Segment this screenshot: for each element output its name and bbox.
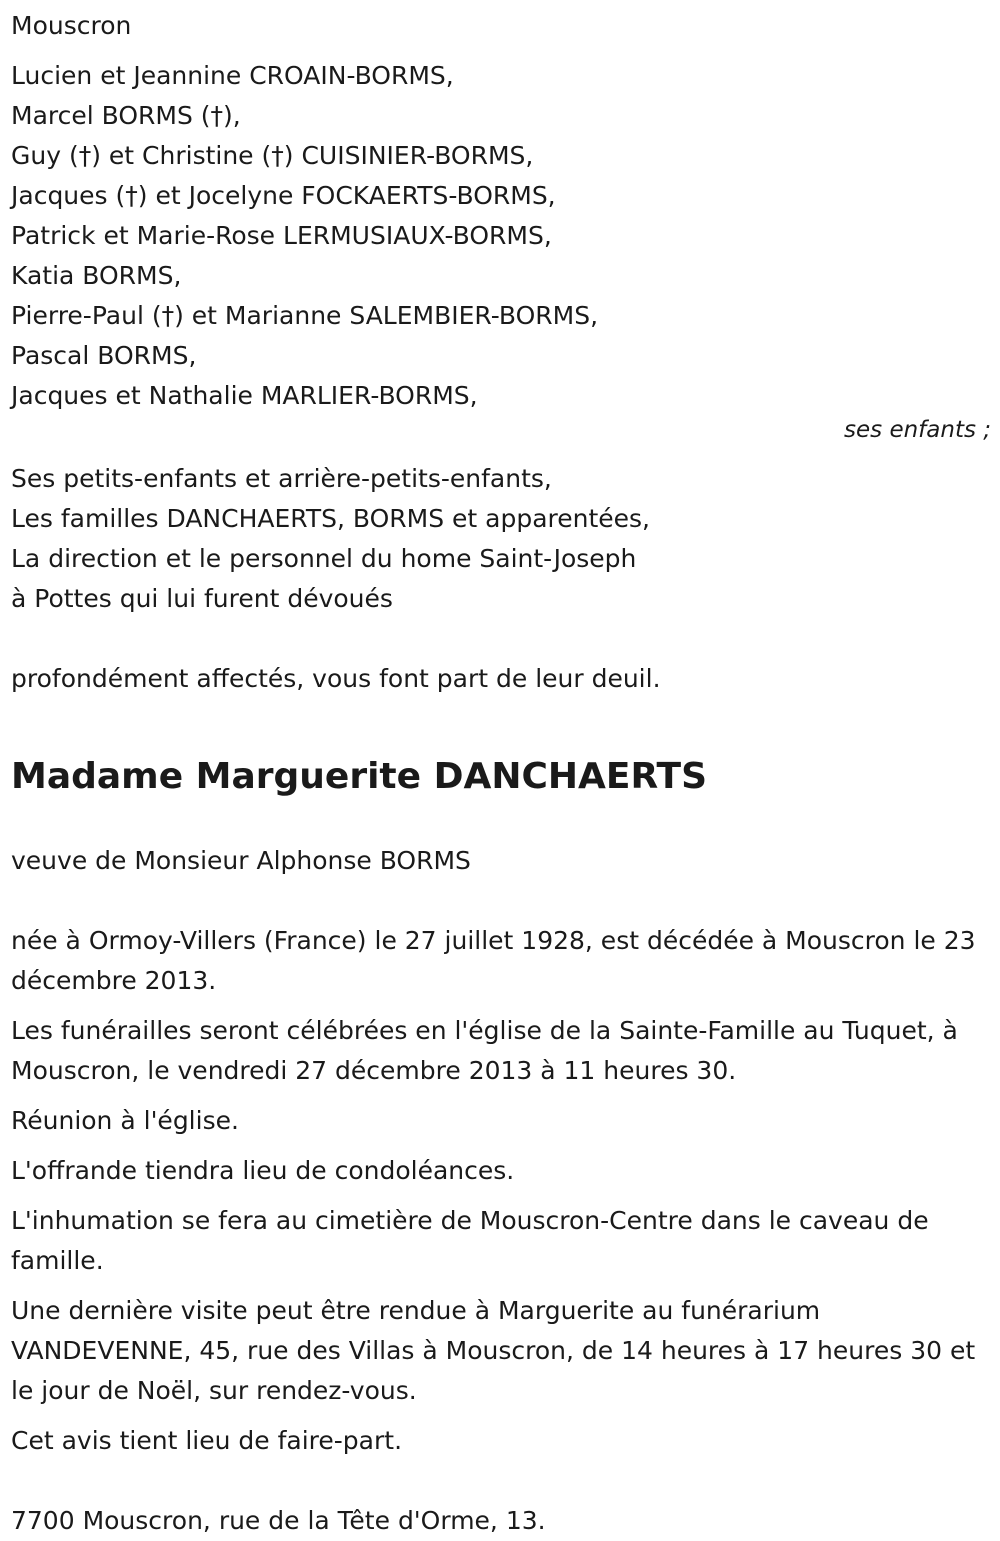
offering-info: L'offrande tiendra lieu de condoléances. [11, 1156, 515, 1185]
child-line: Jacques (†) et Jocelyne FOCKAERTS-BORMS, [11, 181, 556, 210]
deceased-name: Madame Marguerite DANCHAERTS [11, 756, 708, 797]
relatives-line: Ses petits-enfants et arrière-petits-enfants, [11, 464, 552, 493]
children-label: ses enfants ; [844, 417, 991, 443]
obituary-notice [11, 6, 991, 1541]
child-line: Patrick et Marie-Rose LERMUSIAUX-BORMS, [11, 221, 552, 250]
children-list [11, 56, 991, 416]
notice-info: Cet avis tient lieu de faire-part. [11, 1426, 403, 1455]
birth-death-info: née à Ormoy-Villers (France) le 27 juillet 1928, est décédée à Mouscron le 23 décembre 2013. [11, 926, 976, 995]
visit-info: Une dernière visite peut être rendue à Marguerite au funérarium VANDEVENNE, 45, rue des Villas à Mouscron, de 14 heures à 17 heures 30 et le jour de Noël, sur rendez-vous. [11, 1296, 976, 1405]
relatives-line: à Pottes qui lui furent dévoués [11, 584, 393, 613]
child-line: Katia BORMS, [11, 261, 182, 290]
relatives-line: La direction et le personnel du home Saint-Joseph [11, 544, 637, 573]
meeting-info: Réunion à l'église. [11, 1106, 239, 1135]
relatives-line: Les familles DANCHAERTS, BORMS et apparentées, [11, 504, 651, 533]
place-header: Mouscron [11, 11, 132, 40]
child-line: Pierre-Paul (†) et Marianne SALEMBIER-BORMS, [11, 301, 599, 330]
other-relatives [11, 459, 991, 619]
child-line: Guy (†) et Christine (†) CUISINIER-BORMS, [11, 141, 534, 170]
child-line: Pascal BORMS, [11, 341, 197, 370]
child-line: Lucien et Jeannine CROAIN-BORMS, [11, 61, 454, 90]
widow-of: veuve de Monsieur Alphonse BORMS [11, 846, 471, 875]
child-line: Marcel BORMS (†), [11, 101, 241, 130]
funeral-info: Les funérailles seront célébrées en l'église de la Sainte-Famille au Tuquet, à Mouscron, le vendredi 27 décembre 2013 à 11 heures 30. [11, 1016, 958, 1085]
child-line: Jacques et Nathalie MARLIER-BORMS, [11, 381, 478, 410]
burial-info: L'inhumation se fera au cimetière de Mouscron-Centre dans le caveau de famille. [11, 1206, 929, 1275]
family-address: 7700 Mouscron, rue de la Tête d'Orme, 13. [11, 1506, 546, 1535]
announcement: profondément affectés, vous font part de leur deuil. [11, 664, 661, 693]
